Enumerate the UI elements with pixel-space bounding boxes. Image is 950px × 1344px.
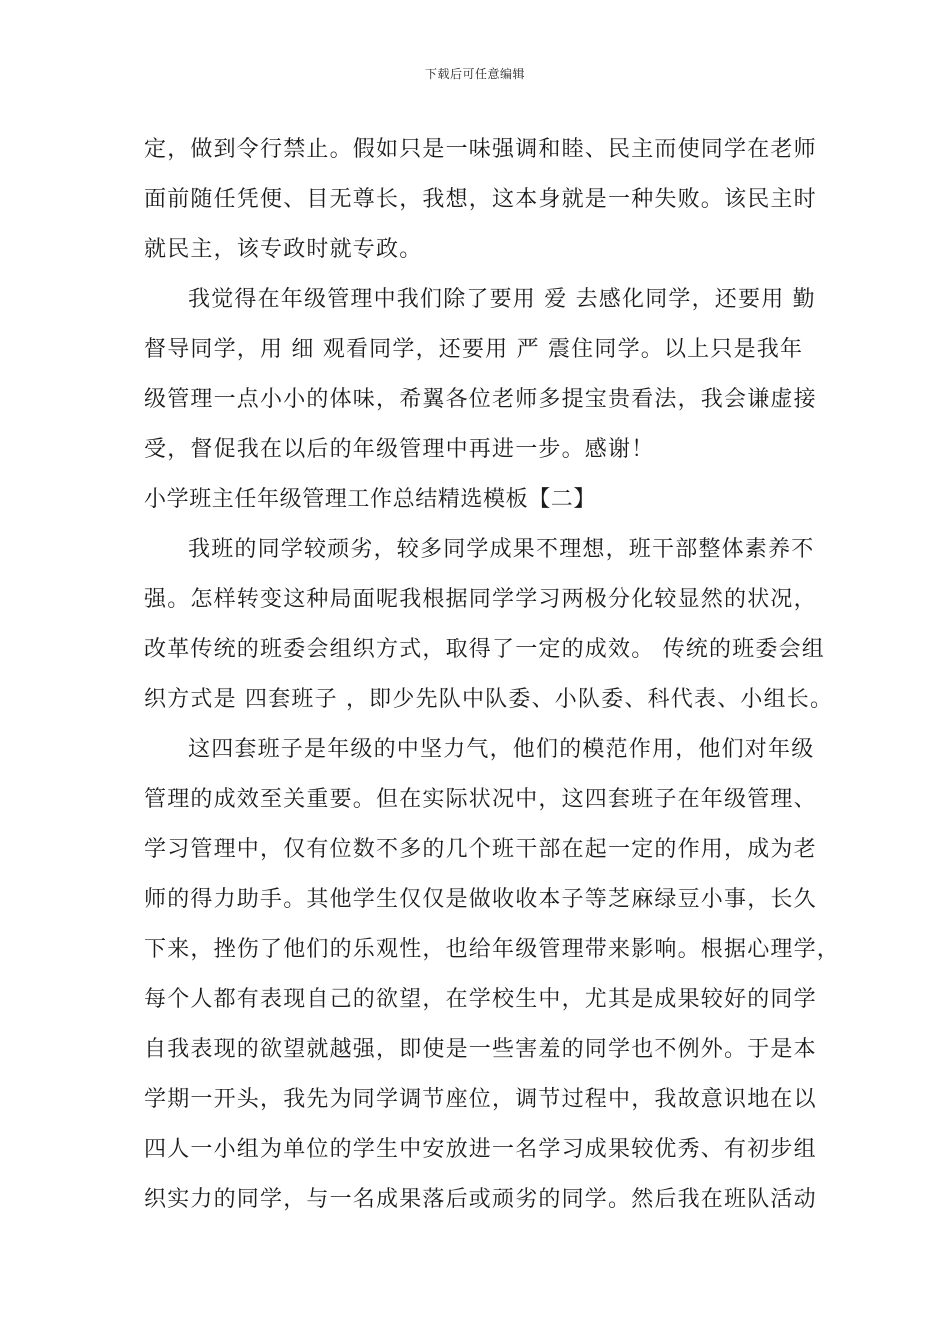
text-line: 强。怎样转变这种局面呢我根据同学学习两极分化较显然的状况， — [144, 587, 817, 612]
text-line: 这四套班子是年级的中坚力气，他们的模范作用，他们对年级 — [188, 737, 815, 762]
text-line: 师的得力助手。其他学生仅仅是做收收本子等芝麻绿豆小事，长久 — [144, 887, 817, 912]
text-line: 下来，挫伤了他们的乐观性，也给年级管理带来影响。根据心理学， — [144, 937, 841, 962]
text-line: 我觉得在年级管理中我们除了要用 爱 去感化同学，还要用 勤 — [188, 287, 816, 312]
text-line: 管理的成效至关重要。但在实际状况中，这四套班子在年级管理、 — [144, 787, 817, 812]
text-line: 就民主，该专政时就专政。 — [144, 237, 423, 262]
text-line: 受，督促我在以后的年级管理中再进一步。感谢！ — [144, 437, 655, 462]
document-body — [144, 125, 841, 1225]
text-line: 织实力的同学，与一名成果落后或顽劣的同学。然后我在班队活动 — [144, 1187, 817, 1212]
text-line: 面前随任凭便、目无尊长，我想，这本身就是一种失败。该民主时 — [144, 187, 817, 212]
text-line: 学习管理中，仅有位数不多的几个班干部在起一定的作用，成为老 — [144, 837, 817, 862]
text-line: 我班的同学较顽劣，较多同学成果不理想，班干部整体素养不 — [188, 537, 815, 562]
text-line: 定，做到令行禁止。假如只是一味强调和睦、民主而使同学在老师 — [144, 137, 817, 162]
text-line: 织方式是 四套班子 ，即少先队中队委、小队委、科代表、小组长。 — [144, 687, 834, 712]
text-line: 学期一开头，我先为同学调节座位，调节过程中，我故意识地在以 — [144, 1087, 817, 1112]
text-line: 督导同学，用 细 观看同学，还要用 严 震住同学。以上只是我年 — [144, 337, 804, 362]
text-line: 改革传统的班委会组织方式，取得了一定的成效。 传统的班委会组 — [144, 637, 825, 662]
text-line: 自我表现的欲望就越强，即使是一些害羞的同学也不例外。于是本 — [144, 1037, 817, 1062]
text-line: 每个人都有表现自己的欲望，在学校生中，尤其是成果较好的同学 — [144, 987, 817, 1012]
section-heading: 小学班主任年级管理工作总结精选模板【二】 — [144, 487, 597, 512]
text-line: 四人一小组为单位的学生中安放进一名学习成果较优秀、有初步组 — [144, 1137, 817, 1162]
page-header: 下载后可任意编辑 — [424, 67, 525, 81]
text-line: 级管理一点小小的体味，希翼各位老师多提宝贵看法，我会谦虚接 — [144, 387, 817, 412]
